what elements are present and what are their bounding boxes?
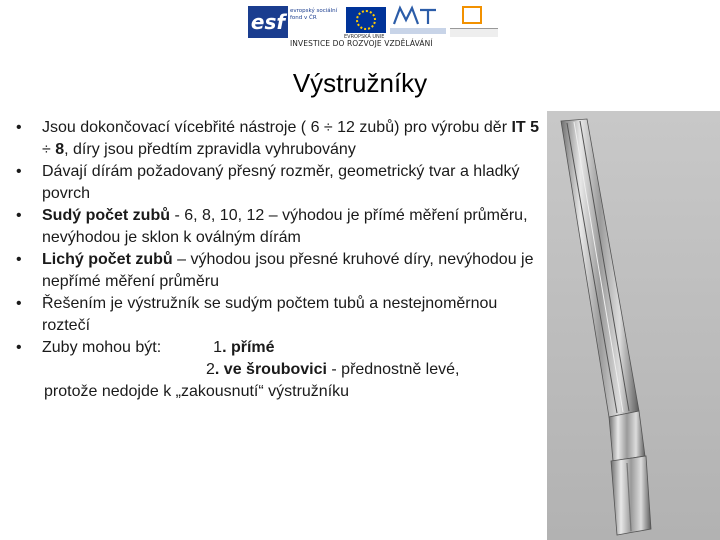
eu-flag-logo <box>346 7 386 33</box>
teeth-lead: Zuby mohou být: <box>42 339 162 356</box>
reamer-illustration <box>547 111 720 540</box>
bullet-text: IT 5 <box>511 119 540 136</box>
teeth-tail-line: protože nedojde k „zakousnutí“ výstružníku <box>44 383 350 400</box>
option-2-line <box>16 359 541 381</box>
bullet-teeth-types <box>16 337 541 359</box>
bullet-list <box>16 117 541 403</box>
bullet-text: Sudý počet zubů <box>42 207 170 224</box>
bullet-text: – výhodou jsou přesné kruhové díry, nevýhodou je nepřímé měření průměru <box>42 251 534 290</box>
op-vk-logo <box>450 6 498 40</box>
slide-title: Výstružníky <box>292 68 428 98</box>
bullet-item <box>16 205 541 249</box>
bullet-item <box>16 249 541 293</box>
eu-logo-text: EVROPSKÁ UNIE <box>344 34 385 40</box>
esf-logo-text: evropský sociální fond v ČR <box>290 8 338 21</box>
option-1-number: 1 <box>213 339 223 356</box>
bullet-text: Lichý počet zubů <box>42 251 173 268</box>
bullet-item <box>16 117 541 161</box>
bullet-text: Jsou dokončovací vícebřité nástroje ( 6 ÷ 12 zubů) pro výrobu děr <box>42 119 512 136</box>
option-2-label: . ve šroubovici <box>214 361 327 378</box>
bullet-text: 8 <box>55 141 65 158</box>
logos-caption: INVESTICE DO ROZVOJE VZDĚLÁVÁNÍ <box>290 39 433 48</box>
bullet-text: ÷ <box>42 141 56 158</box>
bullet-item <box>16 161 541 205</box>
bullet-text: , díry jsou předtím zpravidla vyhrubovány <box>64 141 356 158</box>
bullet-text: Řešením je výstružník se sudým počtem tubů a nestejnoměrnou roztečí <box>42 295 498 334</box>
option-1-label: . přímé <box>222 339 275 356</box>
option-2-number: 2 <box>206 361 215 378</box>
bullet-text: - 6, 8, 10, 12 – výhodou je přímé měření průměru, nevýhodou je sklon k oválným dírám <box>42 207 528 246</box>
bullet-text: Dávají dírám požadovaný přesný rozměr, geometrický tvar a hladký povrch <box>42 163 520 202</box>
bullet-item <box>16 293 541 337</box>
msmt-logo <box>390 4 440 38</box>
esf-logo: esf <box>248 6 288 38</box>
option-2-rest: - přednostně levé, <box>326 361 460 378</box>
reamer-photo <box>547 111 720 540</box>
